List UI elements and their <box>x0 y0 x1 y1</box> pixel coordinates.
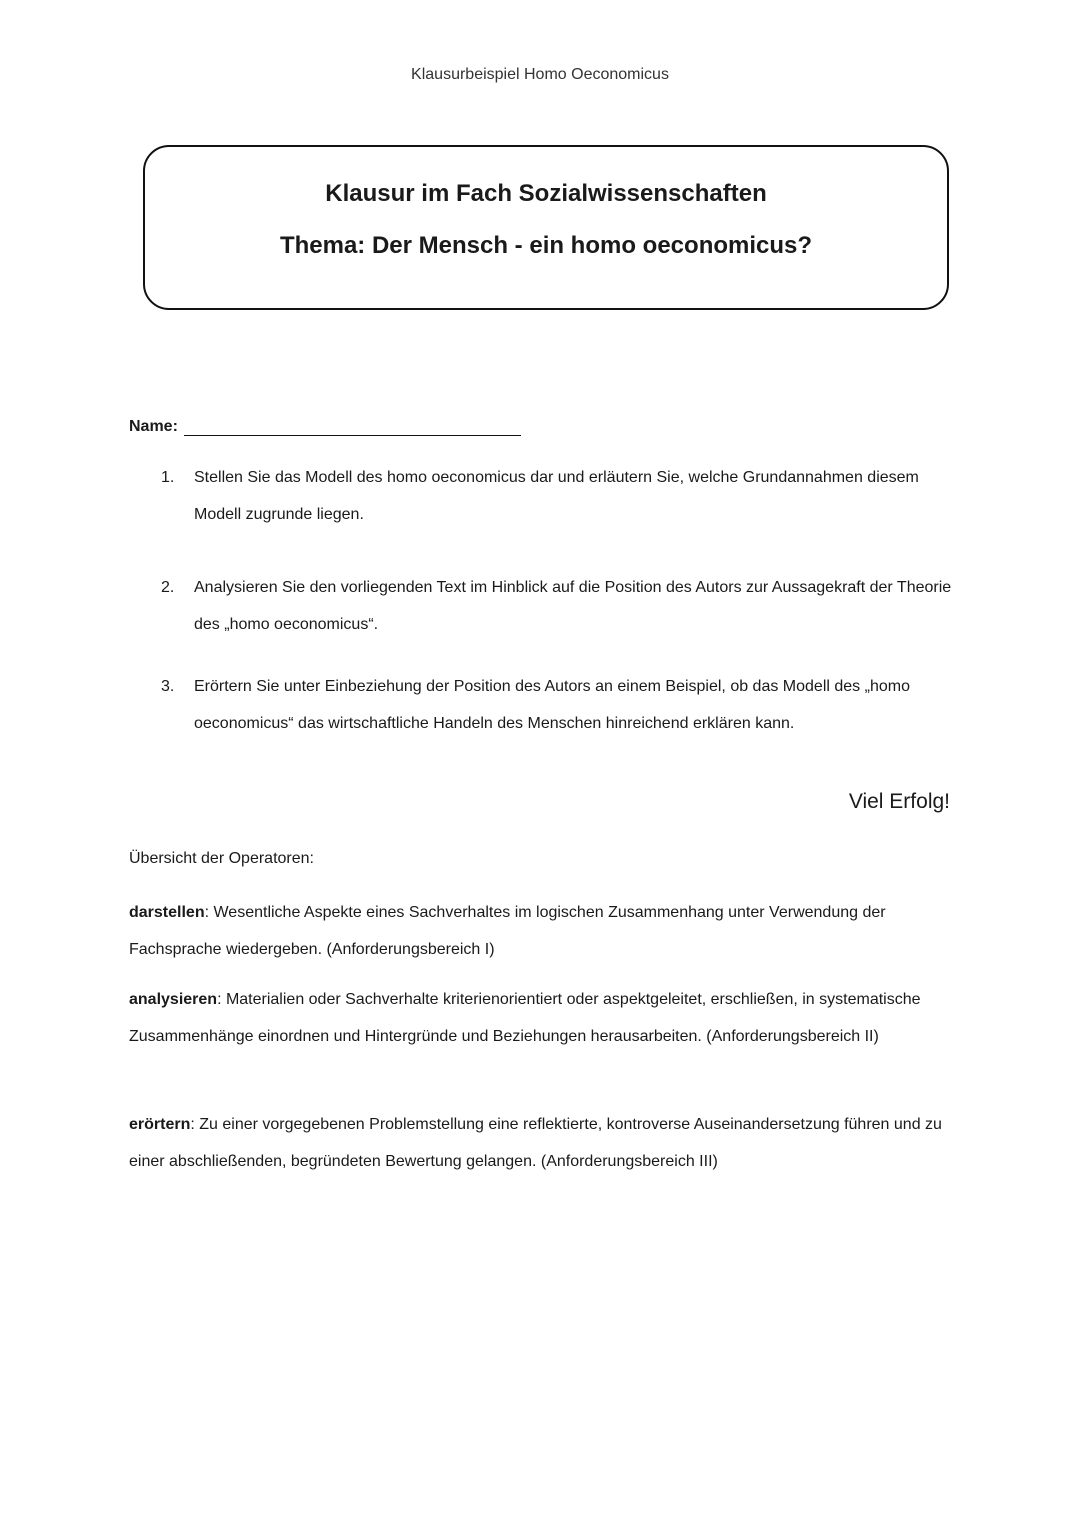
task-number: 3. <box>161 678 175 695</box>
operator-definition: : Zu einer vorgegebenen Problemstellung eine reflektierte, kontroverse Auseinandersetzung führen und zu einer abschließenden, begründeten Bewertung gelangen. (Anforderungsbereich III) <box>129 1116 942 1170</box>
operators-title: Übersicht der Operatoren: <box>129 850 314 867</box>
name-field <box>129 416 521 436</box>
operator-term: darstellen <box>129 904 205 921</box>
name-label: Name: <box>129 418 178 435</box>
name-input-line[interactable] <box>184 416 521 436</box>
operator-item <box>129 981 959 1055</box>
operator-item <box>129 894 959 968</box>
operator-definition: : Wesentliche Aspekte eines Sachverhaltes im logischen Zusammenhang unter Verwendung der Fachsprache wiedergeben. (Anforderungsbereich I) <box>129 904 886 958</box>
task-text: Analysieren Sie den vorliegenden Text im Hinblick auf die Position des Autors zur Aussagekraft der Theorie des „homo oeconomicus“. <box>194 579 952 633</box>
page-header: Klausurbeispiel Homo Oeconomicus <box>411 66 669 83</box>
operator-item <box>129 1106 959 1180</box>
closing-text: Viel Erfolg! <box>848 790 950 813</box>
task-text: Stellen Sie das Modell des homo oeconomicus dar und erläutern Sie, welche Grundannahmen diesem Modell zugrunde liegen. <box>194 469 919 523</box>
task-number: 1. <box>161 469 175 486</box>
operator-term: erörtern <box>129 1116 191 1133</box>
task-text: Erörtern Sie unter Einbeziehung der Position des Autors an einem Beispiel, ob das Modell des „homo oeconomicus“ das wirtschaftliche Handeln des Menschen hinreichend erklären kann. <box>194 678 910 732</box>
title-box <box>143 145 949 310</box>
operator-definition: : Materialien oder Sachverhalte kriterienorientiert oder aspektgeleitet, erschließen, in systematische Zusammenhänge einordnen und Hintergründe und Beziehungen herausarbeiten. (Anforderungsbereich II) <box>129 991 921 1045</box>
exam-topic: Thema: Der Mensch - ein homo oeconomicus? <box>279 232 813 259</box>
operator-term: analysieren <box>129 991 218 1008</box>
task-number: 2. <box>161 579 175 596</box>
exam-title: Klausur im Fach Sozialwissenschaften <box>325 180 767 207</box>
